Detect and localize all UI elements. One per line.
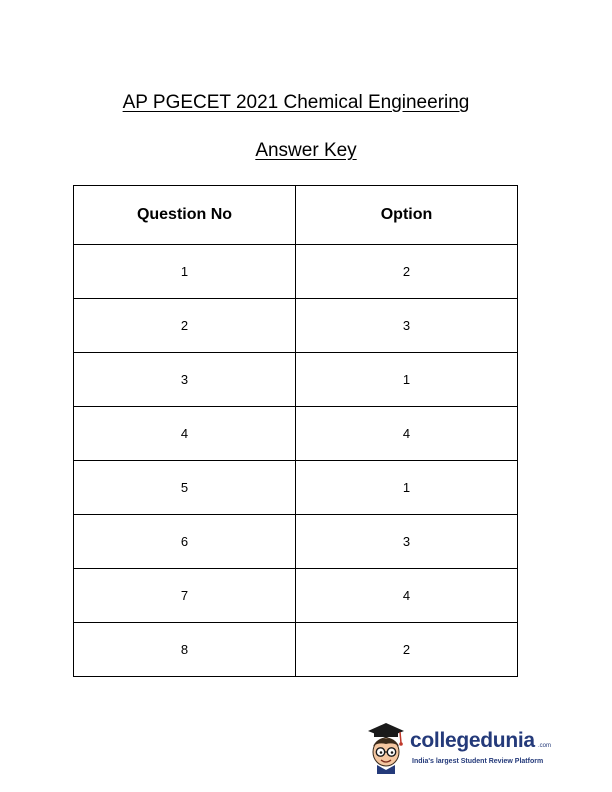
answer-key-table [73,185,518,677]
option-cell: 4 [296,407,518,461]
question-number-cell: 7 [74,569,296,623]
logo-domain-suffix: .com [538,743,552,749]
table-row [74,569,518,623]
option-cell: 3 [296,515,518,569]
table-row [74,353,518,407]
collegedunia-logo [360,718,550,776]
document-title: AP PGECET 2021 Chemical Engineering [122,92,470,113]
table-row [74,461,518,515]
header-question-no: Question No [74,186,296,245]
question-number-cell: 1 [74,245,296,299]
option-cell: 1 [296,353,518,407]
header-option: Option [296,186,518,245]
question-number-cell: 2 [74,299,296,353]
option-cell: 3 [296,299,518,353]
table-header-row [74,186,518,245]
question-number-cell: 4 [74,407,296,461]
question-number-cell: 5 [74,461,296,515]
question-number-cell: 6 [74,515,296,569]
table-row [74,245,518,299]
option-cell: 2 [296,623,518,677]
question-number-cell: 8 [74,623,296,677]
option-cell: 1 [296,461,518,515]
graduate-mascot-icon [360,718,410,776]
table-row [74,623,518,677]
table-row [74,515,518,569]
table-row [74,299,518,353]
table-row [74,407,518,461]
document-subtitle: Answer Key [255,140,357,161]
logo-brand-name: collegedunia [410,729,535,752]
logo-tagline: India's largest Student Review Platform [412,758,544,765]
option-cell: 4 [296,569,518,623]
option-cell: 2 [296,245,518,299]
question-number-cell: 3 [74,353,296,407]
